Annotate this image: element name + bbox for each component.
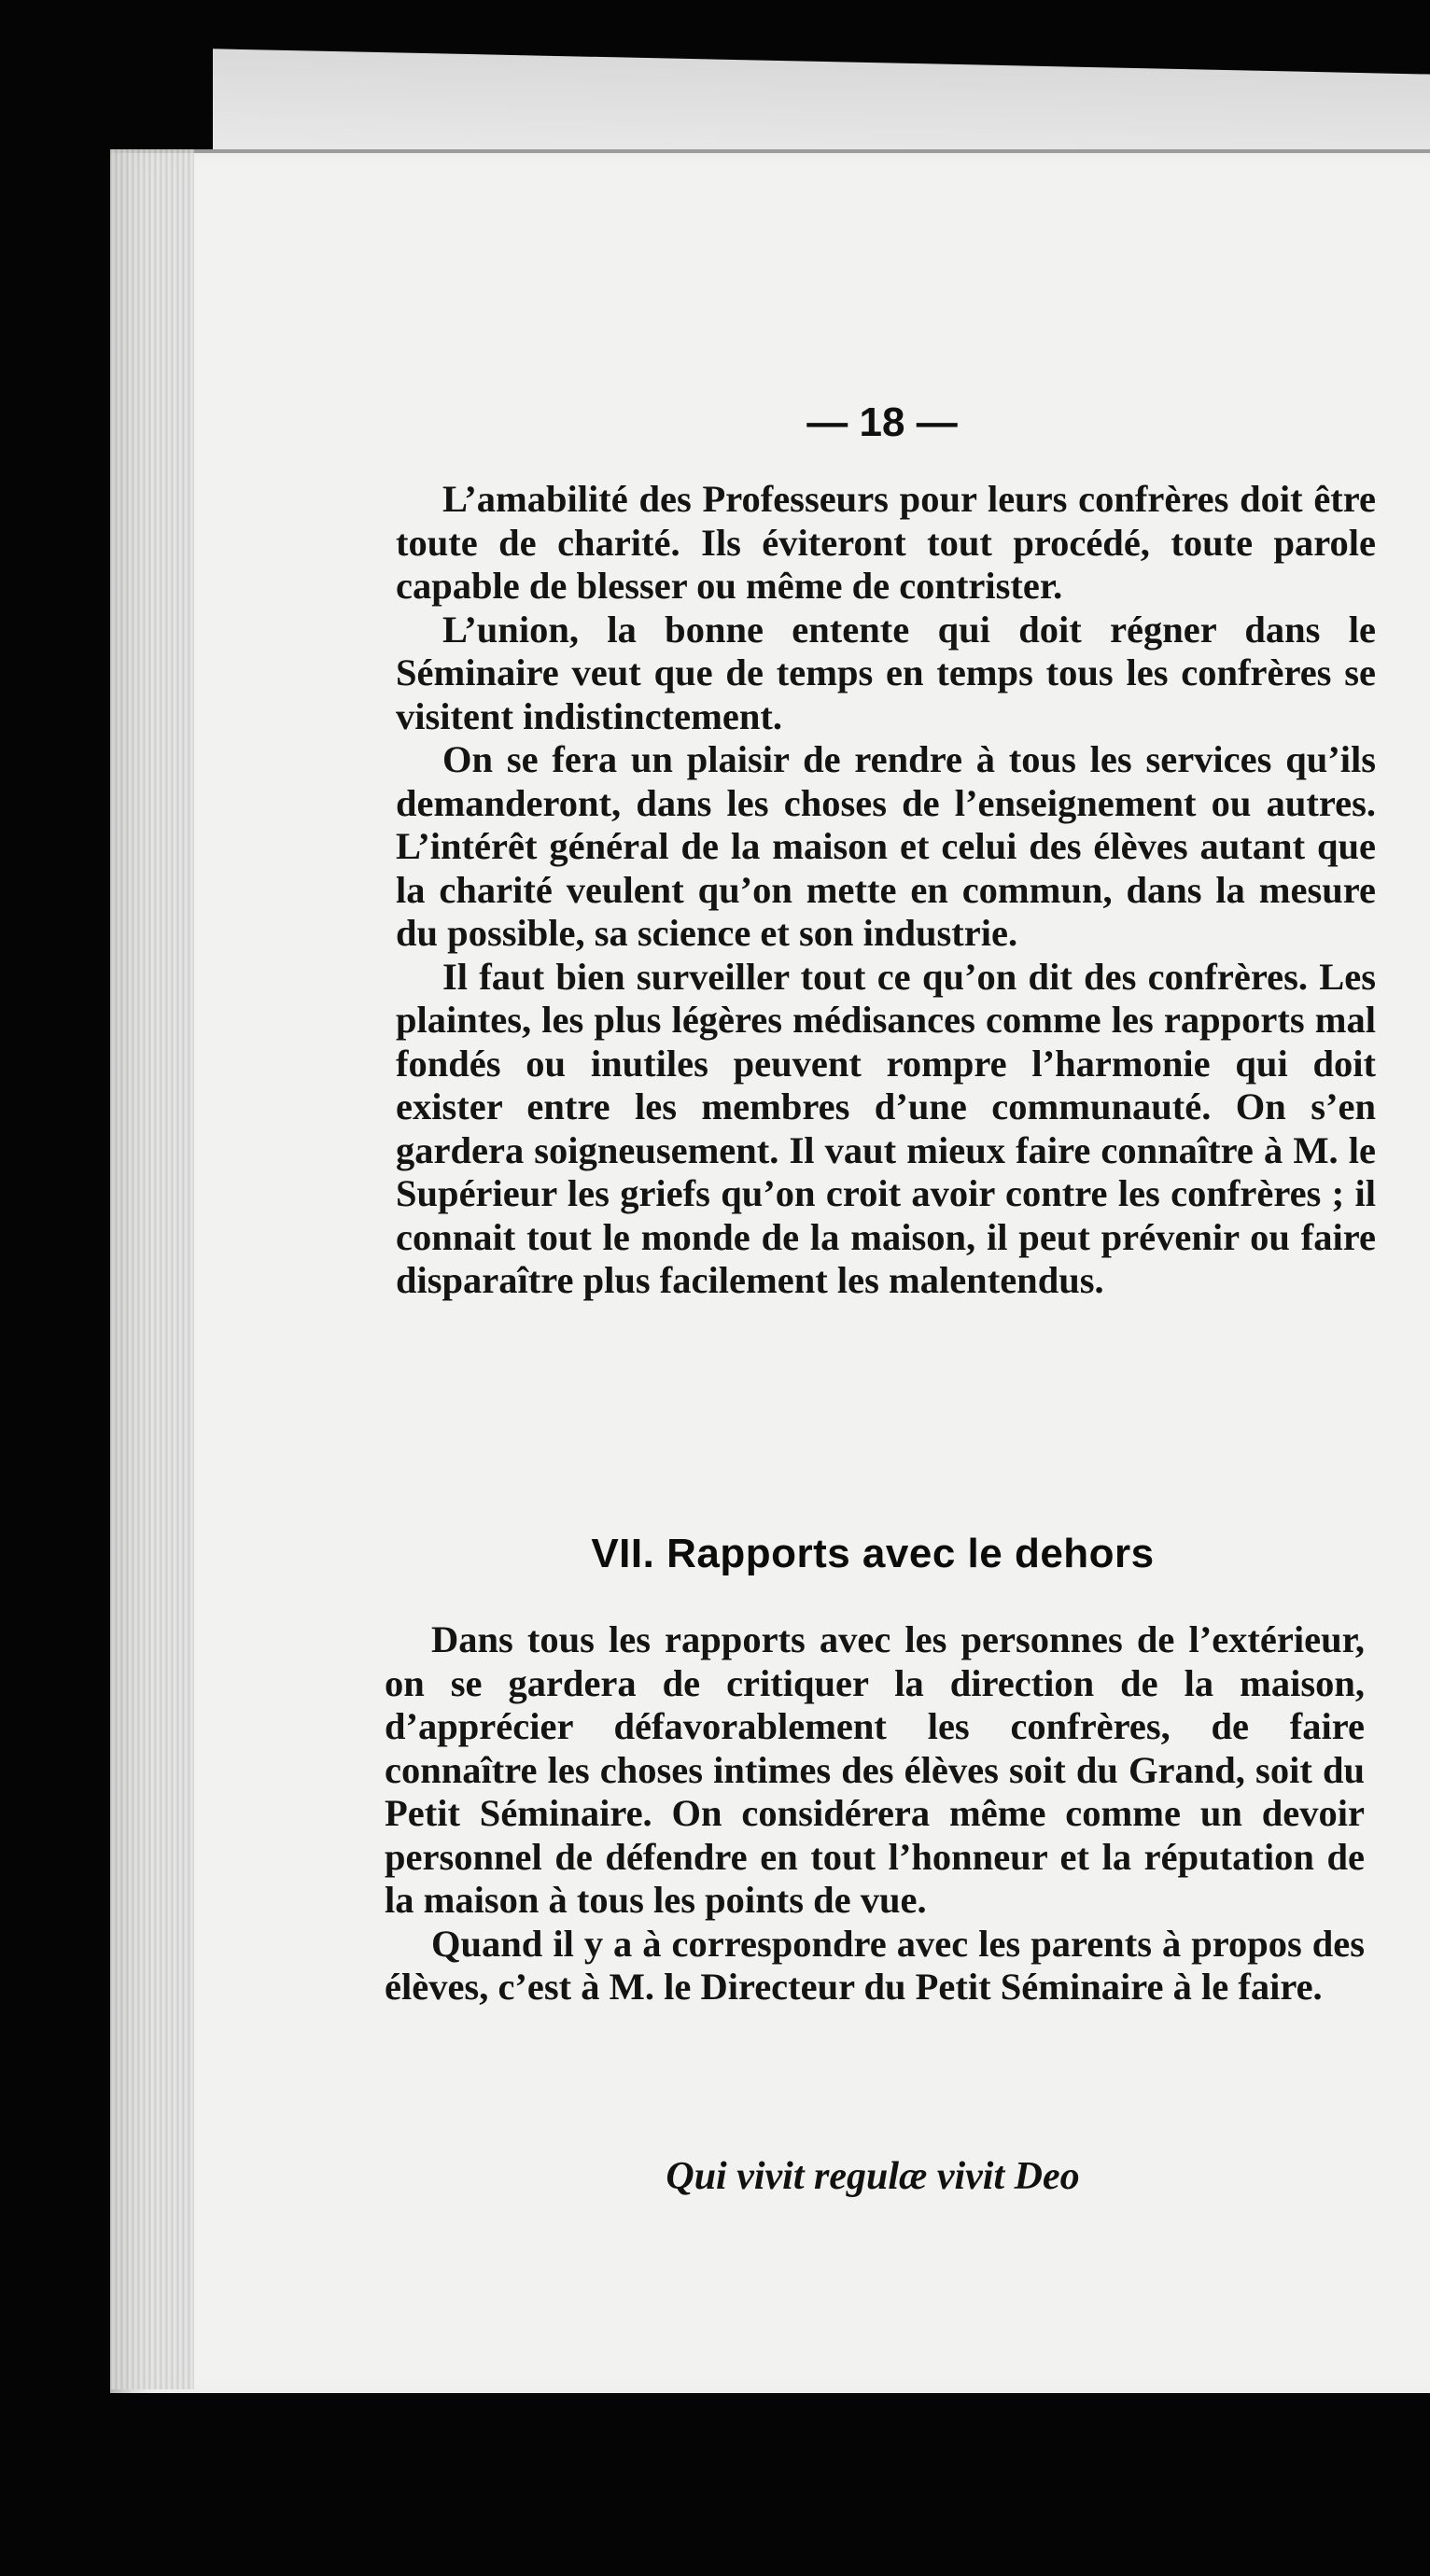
paragraph: On se fera un plaisir de rendre à tous les services qu’ils demanderont, dans les choses de l’enseignement ou autres. L’intérêt général de la maison et celui des élèves autant que la charité veulent qu’on mette en commun, dans la mesure du possible, sa science et son industrie. (396, 738, 1376, 954)
page-number: — 18 — (806, 399, 958, 445)
closing-motto: Qui vivit regulæ vivit Deo (666, 2155, 1080, 2198)
paragraph: Dans tous les rapports avec les personnes de l’extérieur, on se gardera de critiquer la direction de la maison, d’apprécier défavorablement les confrères, de faire connaître les choses intimes des élèves soit du Grand, soit du Petit Séminaire. On considérera même comme un devoir personnel de défendre en tout l’honneur et la réputation de la maison à tous les points de vue. (385, 1618, 1365, 1921)
section-heading: VII. Rapports avec le dehors (591, 1531, 1155, 1576)
body-text-2 (385, 1618, 1365, 2009)
paragraph: Quand il y a à correspondre avec les parents à propos des élèves, c’est à M. le Directeur du Petit Séminaire à le faire. (385, 1922, 1365, 2008)
paragraph: L’union, la bonne entente qui doit régner dans le Séminaire veut que de temps en temps tous les confrères se visitent indistinctement. (396, 608, 1376, 737)
page-edge-stack (110, 149, 194, 2389)
paragraph: Il faut bien surveiller tout ce qu’on dit des confrères. Les plaintes, les plus légères médisances comme les rapports mal fondés ou inutiles peuvent rompre l’harmonie qui doit exister entre les membres d’une communauté. On s’en gardera soigneusement. Il vaut mieux faire connaître à M. le Supérieur les griefs qu’on croit avoir contre les confrères ; il connait tout le monde de la maison, il peut prévenir ou faire disparaître plus facilement les malentendus. (396, 955, 1376, 1301)
paragraph: L’amabilité des Professeurs pour leurs confrères doit être toute de charité. Ils éviteront tout procédé, toute parole capable de blesser ou même de contrister. (396, 478, 1376, 607)
body-text-1 (396, 478, 1376, 1303)
